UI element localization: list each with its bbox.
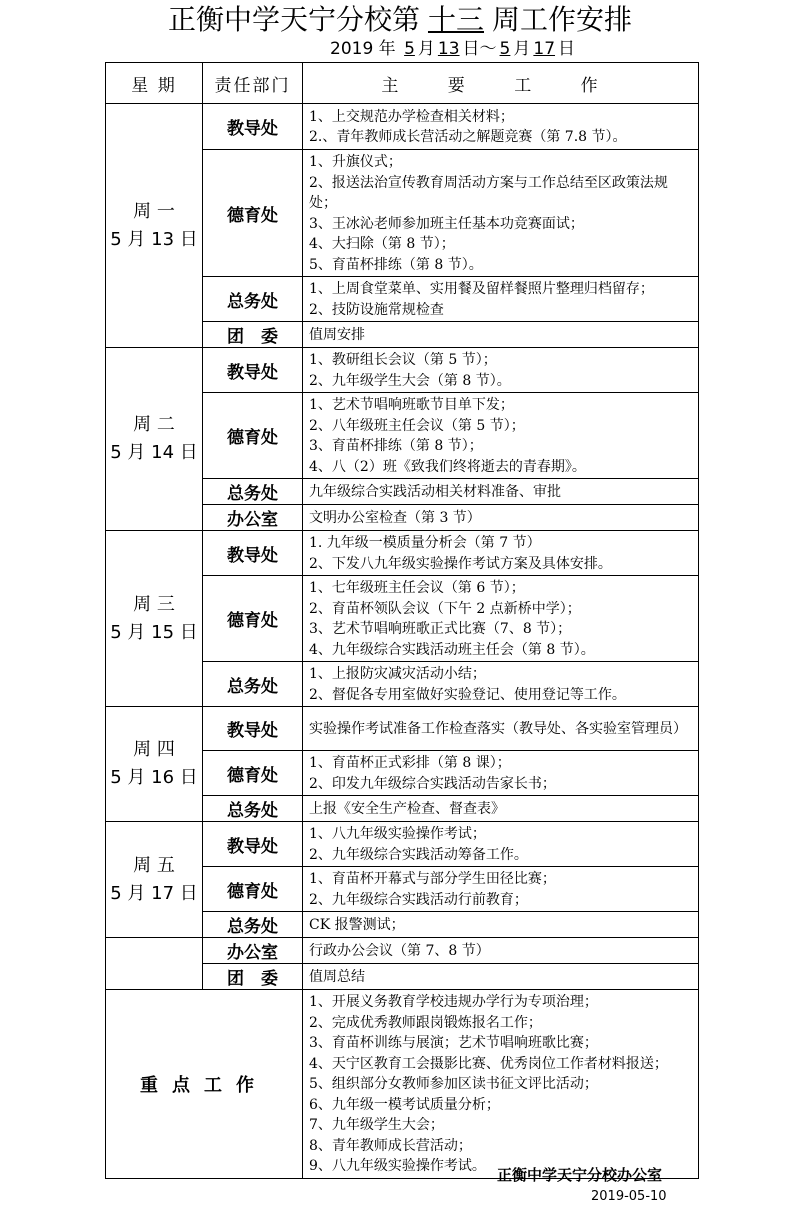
title-week: 十三 — [427, 3, 484, 36]
work-line: 6、九年级一模考试质量分析； — [309, 1096, 500, 1113]
table-header-row — [106, 63, 699, 104]
work-line: 1、艺术节唱响班歌节目单下发； — [309, 397, 514, 413]
date-end-month: 5 — [499, 39, 511, 59]
work-line: 1、上报防灾减灾活动小结； — [309, 666, 486, 682]
work-line: 2、完成优秀教师跟岗锻炼报名工作； — [309, 1014, 542, 1031]
key-work-row — [106, 990, 699, 1179]
footer-date: 2019-05-10 — [591, 1189, 667, 1204]
work-line: 8、青年教师成长营活动； — [309, 1137, 472, 1154]
date-start-month: 5 — [404, 39, 415, 59]
work-cell — [303, 576, 699, 662]
day-cell — [106, 531, 203, 707]
date-text: 月 — [513, 39, 531, 59]
work-cell — [303, 277, 699, 322]
work-line: 2、印发九年级综合实践活动告家长书； — [309, 775, 556, 792]
date-text: 日 — [558, 39, 576, 59]
work-line: 2、育苗杯领队会议（下午 2 点新桥中学）； — [309, 600, 581, 617]
work-line: 值周安排 — [309, 326, 365, 343]
table-row — [106, 531, 699, 576]
work-line: 2、九年级学生大会（第 8 节）。 — [309, 372, 511, 389]
work-line: 4、大扫除（第 8 节）； — [309, 236, 455, 252]
work-line: 4、八（2）班《致我们终将逝去的青春期》。 — [309, 458, 586, 475]
work-cell — [303, 150, 699, 277]
page-title — [0, 2, 800, 38]
dept-cell: 教导处 — [203, 348, 303, 393]
day-date: 5 月 13 日 — [110, 228, 198, 250]
work-line: 1、开展义务教育学校违规办学行为专项治理； — [309, 994, 598, 1010]
work-line: 2、下发八九年级实验操作考试方案及具体安排。 — [309, 555, 612, 572]
work-cell — [303, 751, 699, 796]
work-line: CK 报警测试； — [309, 916, 405, 933]
day-cell — [106, 104, 203, 348]
work-line: 1、上交规范办学检查相关材料； — [309, 108, 514, 125]
header-work: 主 要 工 作 — [303, 63, 699, 104]
dept-cell: 德育处 — [203, 576, 303, 662]
table-row — [106, 348, 699, 393]
work-cell — [303, 531, 699, 576]
work-cell — [303, 348, 699, 393]
day-date: 5 月 15 日 — [110, 621, 198, 643]
work-line: 1、教研组长会议（第 5 节）； — [309, 352, 497, 368]
work-cell — [303, 322, 699, 348]
work-line: 9、八九年级实验操作考试。 — [309, 1158, 486, 1174]
work-line: 2.、青年教师成长营活动之解题竞赛（第 7.8 节）。 — [309, 129, 627, 145]
work-line: 1、七年级班主任会议（第 6 节）； — [309, 580, 525, 596]
work-line: 2、督促各专用室做好实验登记、使用登记等工作。 — [309, 686, 626, 703]
dept-cell: 总务处 — [203, 662, 303, 707]
title-prefix: 正衡中学天宁分校第 — [167, 3, 420, 36]
work-cell — [303, 796, 699, 822]
work-line: 1、上周食堂菜单、实用餐及留样餐照片整理归档留存； — [309, 281, 654, 297]
date-year: 2019 年 — [330, 39, 396, 59]
work-line: 1、八九年级实验操作考试； — [309, 826, 486, 842]
dept-cell: 教导处 — [203, 531, 303, 576]
work-cell — [303, 912, 699, 938]
work-line: 3、育苗杯排练（第 8 节）； — [309, 438, 483, 454]
dept-cell: 团 委 — [203, 322, 303, 348]
day-name: 周 三 — [133, 593, 175, 615]
table-row — [106, 938, 699, 964]
work-line: 1、育苗杯开幕式与部分学生田径比赛； — [309, 871, 556, 887]
work-cell — [303, 479, 699, 505]
empty-day-cell — [106, 938, 203, 990]
day-cell — [106, 707, 203, 822]
work-line: 上报《安全生产检查、督查表》 — [309, 800, 505, 817]
work-cell — [303, 393, 699, 479]
schedule-body — [106, 104, 699, 1179]
work-cell — [303, 707, 699, 751]
work-line: 2、八年级班主任会议（第 5 节）； — [309, 417, 525, 434]
work-line: 2、九年级综合实践活动行前教育； — [309, 891, 528, 908]
work-line: 行政办公会议（第 7、8 节） — [309, 942, 490, 959]
work-line: 1、升旗仪式； — [309, 154, 402, 170]
date-text: 月 — [417, 39, 435, 59]
work-cell — [303, 822, 699, 867]
work-line: 3、育苗杯训练与展演；艺术节唱响班歌比赛； — [309, 1035, 598, 1051]
table-row — [106, 707, 699, 751]
dept-cell: 办公室 — [203, 505, 303, 531]
work-cell — [303, 662, 699, 707]
key-work-label: 重点工作 — [106, 990, 303, 1179]
day-name: 周 四 — [133, 739, 175, 760]
work-line: 7、九年级学生大会； — [309, 1117, 444, 1133]
dept-cell: 教导处 — [203, 822, 303, 867]
day-date: 5 月 14 日 — [110, 442, 198, 463]
date-text: 日～ — [462, 39, 497, 59]
dept-cell: 总务处 — [203, 796, 303, 822]
table-row — [106, 104, 699, 150]
date-end-day: 17 — [533, 39, 556, 59]
dept-cell: 办公室 — [203, 938, 303, 964]
work-line: 文明办公室检查（第 3 节） — [309, 509, 481, 526]
work-line: 2、技防设施常规检查 — [309, 301, 444, 318]
work-line: 1、育苗杯正式彩排（第 8 课）； — [309, 755, 511, 771]
header-dept: 责任部门 — [203, 63, 303, 104]
work-line: 值周总结 — [309, 968, 365, 985]
work-line: 5、育苗杯排练（第 8 节）。 — [309, 256, 483, 273]
day-name: 周 一 — [133, 200, 175, 222]
date-start-day: 13 — [437, 39, 460, 59]
date-range — [330, 38, 575, 60]
day-date: 5 月 17 日 — [110, 882, 198, 904]
dept-cell: 总务处 — [203, 479, 303, 505]
day-date: 5 月 16 日 — [110, 767, 198, 788]
day-name: 周 二 — [133, 414, 175, 435]
work-line: 4、九年级综合实践活动班主任会（第 8 节）。 — [309, 641, 595, 658]
work-line: 1. 九年级一模质量分析会（第 7 节） — [309, 535, 541, 551]
dept-cell: 总务处 — [203, 277, 303, 322]
schedule-table — [105, 62, 699, 1179]
work-line: 九年级综合实践活动相关材料准备、审批 — [309, 483, 561, 500]
work-cell — [303, 938, 699, 964]
work-line: 2、九年级综合实践活动筹备工作。 — [309, 846, 528, 863]
title-suffix: 周工作安排 — [492, 3, 633, 36]
work-cell — [303, 964, 699, 990]
table-row — [106, 822, 699, 867]
day-cell — [106, 348, 203, 531]
work-line: 4、天宁区教育工会摄影比赛、优秀岗位工作者材料报送； — [309, 1055, 668, 1072]
dept-cell: 教导处 — [203, 104, 303, 150]
dept-cell: 德育处 — [203, 867, 303, 912]
work-cell — [303, 505, 699, 531]
dept-cell: 团 委 — [203, 964, 303, 990]
day-name: 周 五 — [133, 854, 175, 876]
dept-cell: 德育处 — [203, 393, 303, 479]
dept-cell: 德育处 — [203, 150, 303, 277]
work-cell — [303, 867, 699, 912]
work-line: 3、艺术节唱响班歌正式比赛（7、8 节）； — [309, 621, 572, 637]
work-line: 2、报送法治宣传教育周活动方案与工作总结至区政策法规处； — [309, 174, 668, 211]
dept-cell: 德育处 — [203, 751, 303, 796]
work-line: 实验操作考试准备工作检查落实（教导处、各实验室管理员） — [309, 720, 687, 737]
work-cell — [303, 104, 699, 150]
dept-cell: 总务处 — [203, 912, 303, 938]
work-line: 3、王冰沁老师参加班主任基本功竞赛面试； — [309, 215, 584, 232]
footer-org: 正衡中学天宁分校办公室 — [497, 1166, 663, 1184]
day-cell — [106, 822, 203, 938]
work-cell — [303, 990, 699, 1179]
header-day: 星 期 — [106, 63, 203, 104]
work-line: 5、组织部分女教师参加区读书征文评比活动； — [309, 1076, 598, 1092]
dept-cell: 教导处 — [203, 707, 303, 751]
